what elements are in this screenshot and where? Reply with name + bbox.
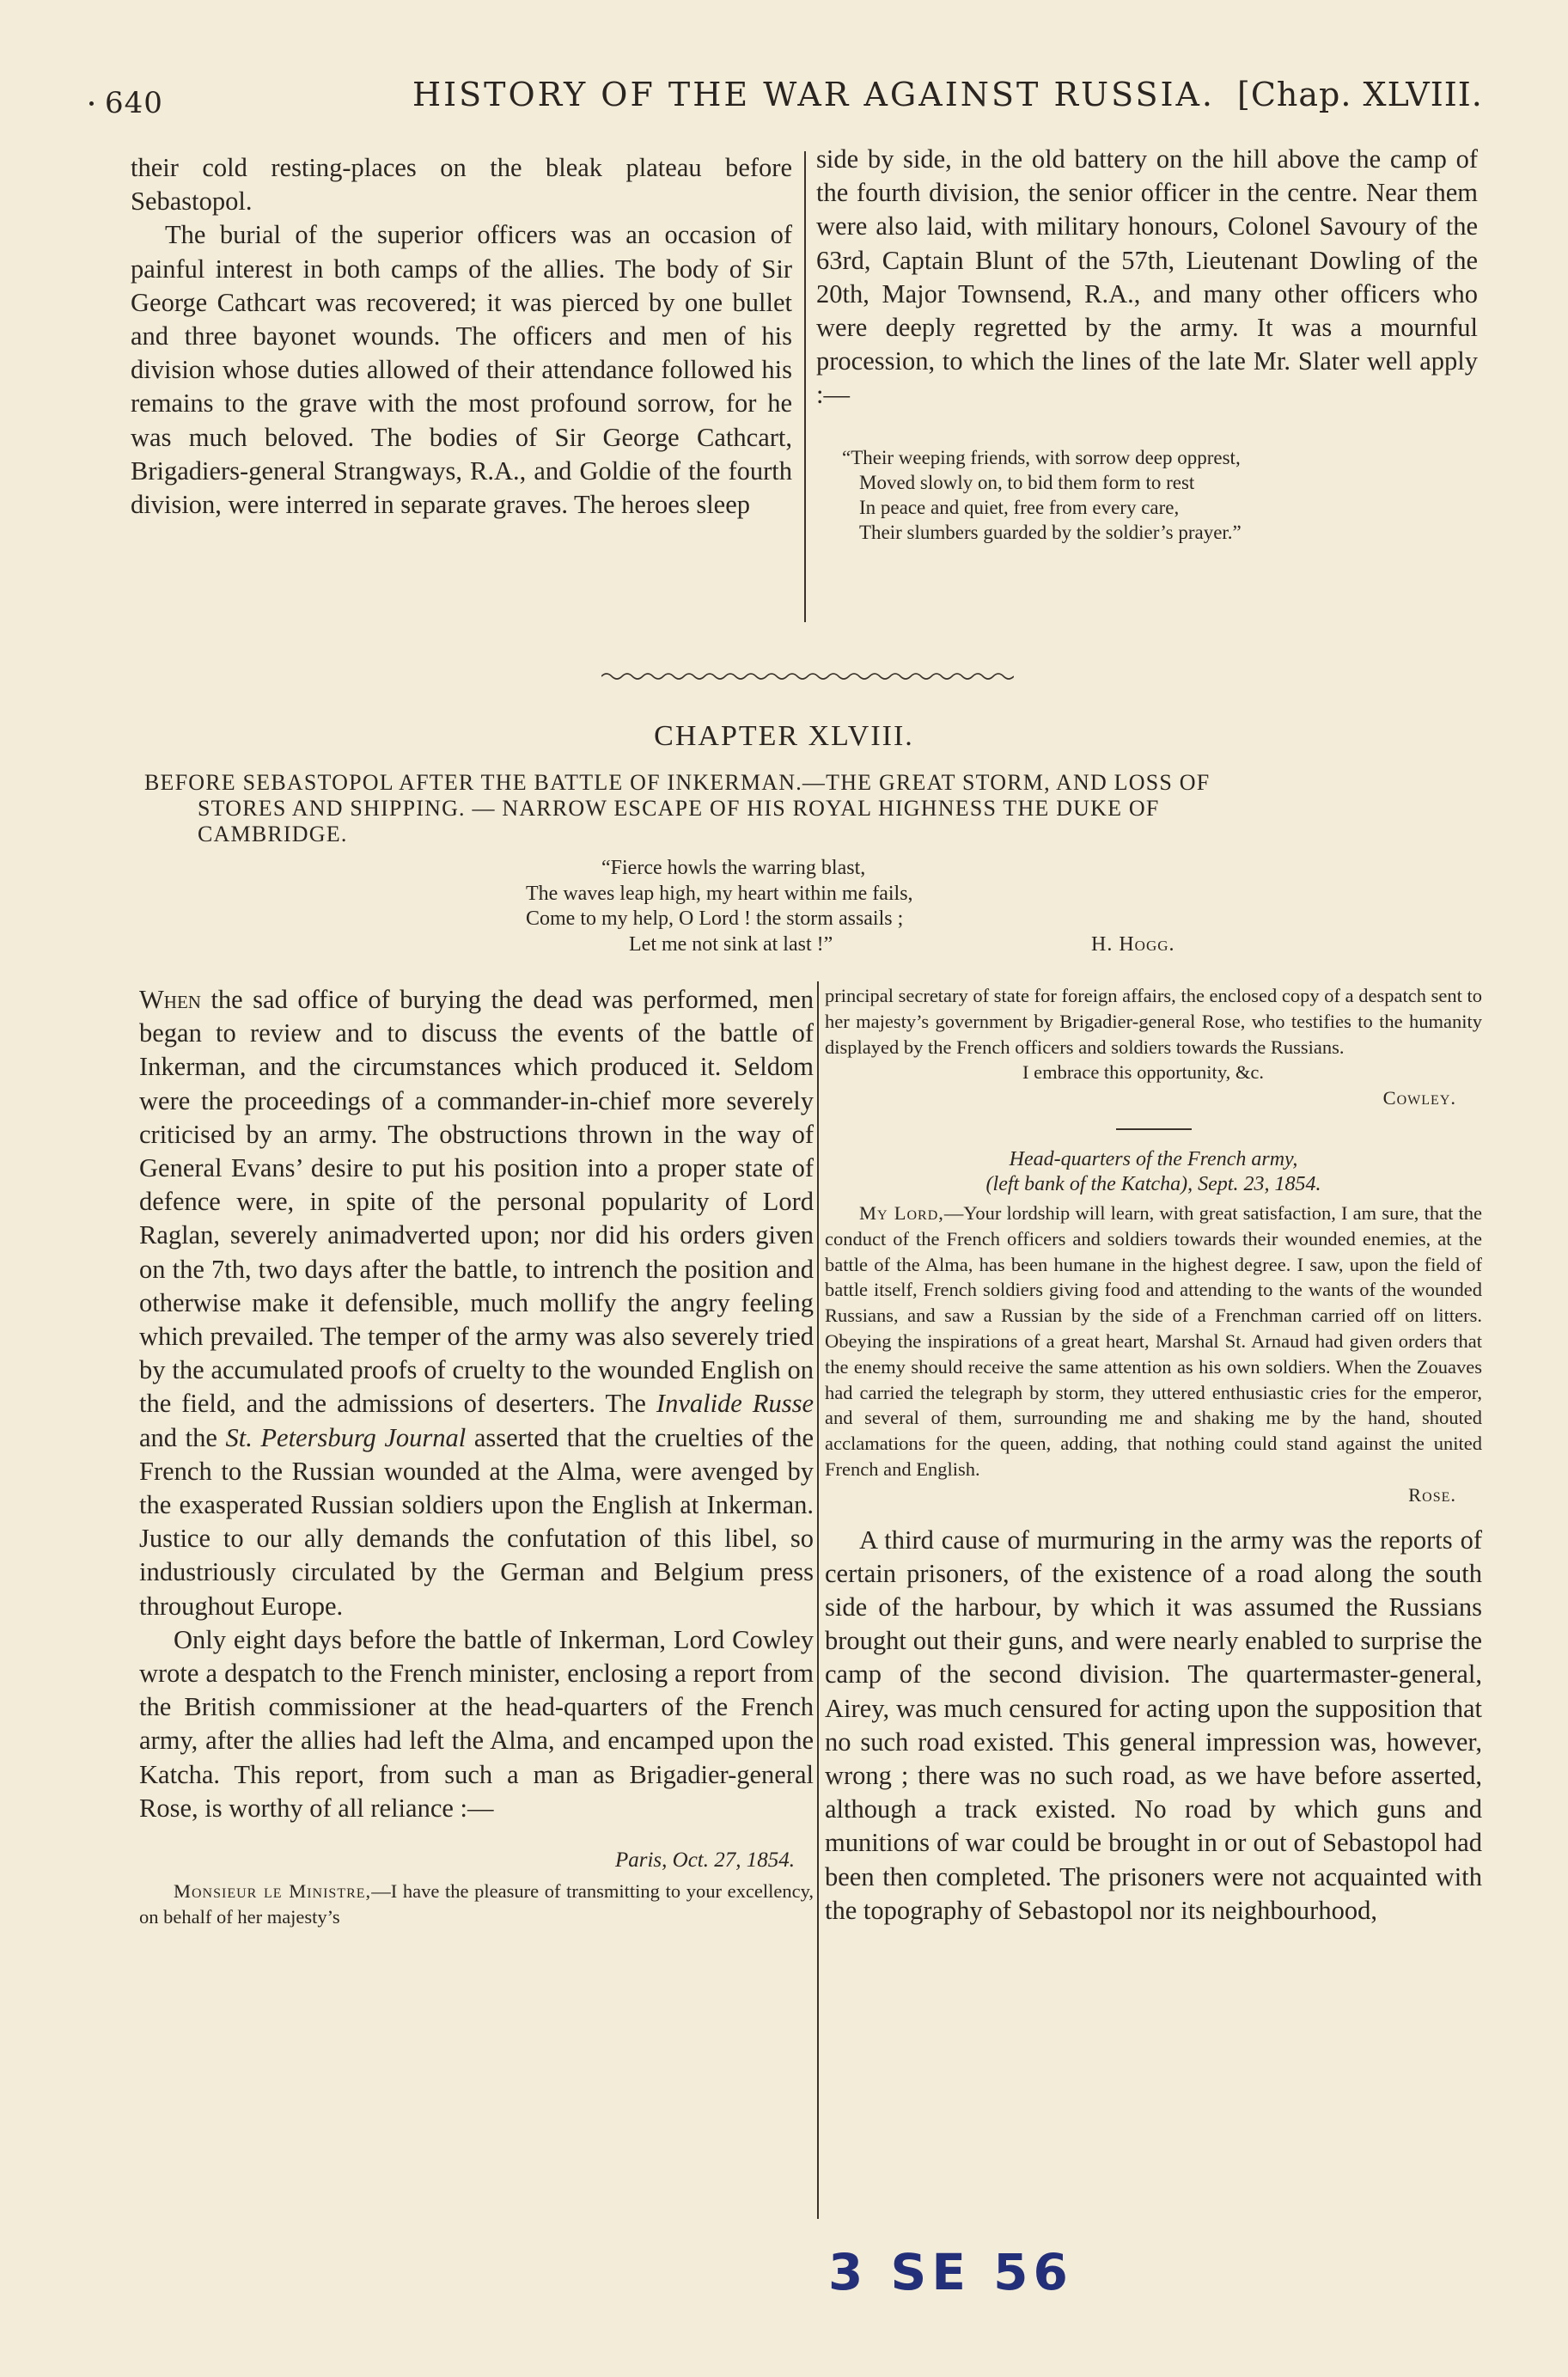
epigraph-line: “Fierce howls the warring blast, — [601, 857, 866, 879]
newspaper-title: Invalide Russe — [656, 1389, 814, 1419]
text-run: the sad office of burying the dead was performed, men began to review and to discuss the events of the battle of Inkerman, and the circumstances which produced it. Seldom were the proceedings of a commander-in-chief more severely criticised by an army. The obstructions thrown in the way of General Evans’ desire to put his position into a proper state of defence were, in spite of the personal popularity of Lord Raglan, severely animadverted upon; nor did his orders given on the 7th, two days after the battle, to intrench the position and otherwise make it defensible, much mollify the angry feeling which prevailed. The temper of the army was also severely tried by the accumulated proofs of cruelty to the wounded English on the field, and the admissions of deserters. The — [139, 985, 814, 1419]
top-right-column — [816, 143, 1478, 545]
letter-heading — [825, 1147, 1482, 1197]
paragraph: Only eight days before the battle of Inkerman, Lord Cowley wrote a despatch to the French minister, enclosing a report from the British commissioner at the head-quarters of the French army, after the allies had left the Alma, and encamped upon the Katcha. This report, from such a man as Brigadier-general Rose, is worthy of all reliance :— — [139, 1624, 814, 1823]
text-run: —Your lordship will learn, with great satisfaction, I am sure, that the conduct of the French officers and soldiers towards their wounded enemies, at the battle of the Alma, has been humane in the highest degree. I saw, upon the field of battle itself, French soldiers giving food and attending to the wants of the wounded Russians, and saw a Russian by the side of a Frenchman carried off on litters. Obeying the inspirations of a great heart, Marshal St. Arnaud had given orders that the enemy should receive the same attention as his own soldiers. When the Zouaves had carried the telegraph by storm, they uttered enthusiastic cries for the emperor, and several of them, surrounding me and shaking me by the hand, shouted acclamations for the queen, adding, that nothing could stand against the united French and English. — [825, 1201, 1482, 1480]
text-run: and the — [139, 1422, 226, 1452]
letter-signature: Cowley. — [1382, 1087, 1456, 1109]
poem-line: Moved slowly on, to bid them form to rest — [859, 471, 1195, 493]
epigraph-line: Let me not sink at last !” — [629, 932, 833, 956]
letter-signature: Rose. — [1408, 1483, 1456, 1506]
chapter-reference: [Chap. XLVIII. — [1237, 76, 1483, 113]
paragraph: side by side, in the old battery on the hill above the camp of the fourth division, the senior officer in the centre. Near them were also laid, with military honours, Colonel Savoury of the 63rd, Captain Blunt of the 57th, Lieutenant Dowling of the 20th, Major Townsend, R.A., and many other officers who were deeply regretted by the army. It was a mournful procession, to which the lines of the late Mr. Slater well apply :— — [816, 144, 1478, 410]
epigraph-line: The waves leap high, my heart within me fails, — [526, 882, 913, 905]
letter-salutation: My Lord, — [859, 1201, 944, 1224]
letter-text — [139, 1879, 814, 1930]
paragraph: The burial of the superior officers was an occasion of painful interest in both camps of the allies. The body of Sir George Cathcart was recovered; it was pierced by one bullet and three bayonet wounds. The officers and men of his division whose duties allowed of their attendance followed his remains to the grave with the most profound sorrow, for he was much beloved. The bodies of Sir George Cathcart, Brigadiers-general Strangways, R.A., and Goldie of the fourth division, were interred in separate graves. The heroes sleep — [131, 220, 792, 520]
paragraph — [139, 983, 814, 1623]
column-divider — [804, 151, 806, 622]
letter-dateline: Paris, Oct. 27, 1854. — [614, 1848, 795, 1873]
margin-dot — [89, 101, 94, 106]
drop-cap-word: When — [139, 985, 201, 1014]
paragraph: A third cause of murmuring in the army was the reports of certain prisoners, of the existence of a road along the south side of the harbour, by which it was assumed the Russians brought out their guns, and were nearly enabled to surprise the camp of the second division. The quartermaster-general, Airey, was much censured for acting upon the supposition that no such road existed. This general impression was, however, wrong ; there was no such road, as we have before asserted, although a track existed. No road by which guns and munitions of war could be brought in or out of Sebastopol had been then completed. The prisoners were not acquainted with the topography of Sebastopol nor its neighbourhood, — [825, 1525, 1482, 1925]
chapter-subtitle — [144, 770, 1474, 847]
top-left-column — [131, 151, 792, 522]
bottom-right-column — [825, 983, 1482, 1928]
subtitle-line: BEFORE SEBASTOPOL AFTER THE BATTLE OF INKERMAN.—THE GREAT STORM, AND LOSS OF — [144, 770, 1211, 795]
letter-salutation: Monsieur le Ministre, — [174, 1880, 372, 1903]
poem-line: “Their weeping friends, with sorrow deep opprest, — [842, 446, 1241, 468]
paragraph: their cold resting-places on the bleak plateau before Sebastopol. — [131, 153, 792, 217]
epigraph-line: Come to my help, O Lord ! the storm assails ; — [526, 907, 904, 930]
bottom-left-column — [139, 983, 814, 1930]
subtitle-line: STORES AND SHIPPING. — NARROW ESCAPE OF HIS ROYAL HIGHNESS THE DUKE OF — [198, 796, 1160, 821]
epigraph-author: H. Hogg. — [1091, 932, 1175, 956]
wavy-divider — [601, 670, 1014, 682]
library-stamp: 3 SE 56 — [828, 2243, 1073, 2301]
letter-text: principal secretary of state for foreign affairs, the enclosed copy of a despatch sent to her majesty’s government by Brigadier-general Rose, who testifies to the humanity displayed by the French officers and soldiers towards the Russians. — [825, 985, 1482, 1058]
heading-line: (left bank of the Katcha), Sept. 23, 1854. — [985, 1172, 1321, 1195]
chapter-heading: CHAPTER XLVIII. — [654, 720, 914, 752]
letter-text — [825, 1201, 1482, 1482]
letter-closing: I embrace this opportunity, &c. — [1022, 1061, 1264, 1084]
subtitle-line: CAMBRIDGE. — [198, 822, 348, 846]
poem-quote — [842, 445, 1478, 545]
page-number: 640 — [105, 86, 163, 120]
newspaper-title: St. Petersburg Journal — [225, 1422, 467, 1452]
heading-line: Head-quarters of the French army, — [1009, 1147, 1298, 1170]
text-run: asserted that the cruelties of the French to the Russian wounded at the Alma, were avenged by the exasperated Russian soldiers upon the English at Inkerman. Justice to our ally demands the confutation of this libel, so industriously circulated by the German and Belgium press throughout Europe. — [139, 1422, 814, 1621]
poem-line: Their slumbers guarded by the soldier’s prayer.” — [859, 521, 1242, 543]
running-title: HISTORY OF THE WAR AGAINST RUSSIA. — [412, 76, 1216, 113]
short-divider — [1116, 1128, 1192, 1130]
column-divider — [817, 981, 819, 2219]
poem-line: In peace and quiet, free from every care, — [859, 496, 1180, 518]
text-run: —I have the pleasure of transmitting to your excellency, on behalf of her majesty’s — [139, 1880, 814, 1928]
